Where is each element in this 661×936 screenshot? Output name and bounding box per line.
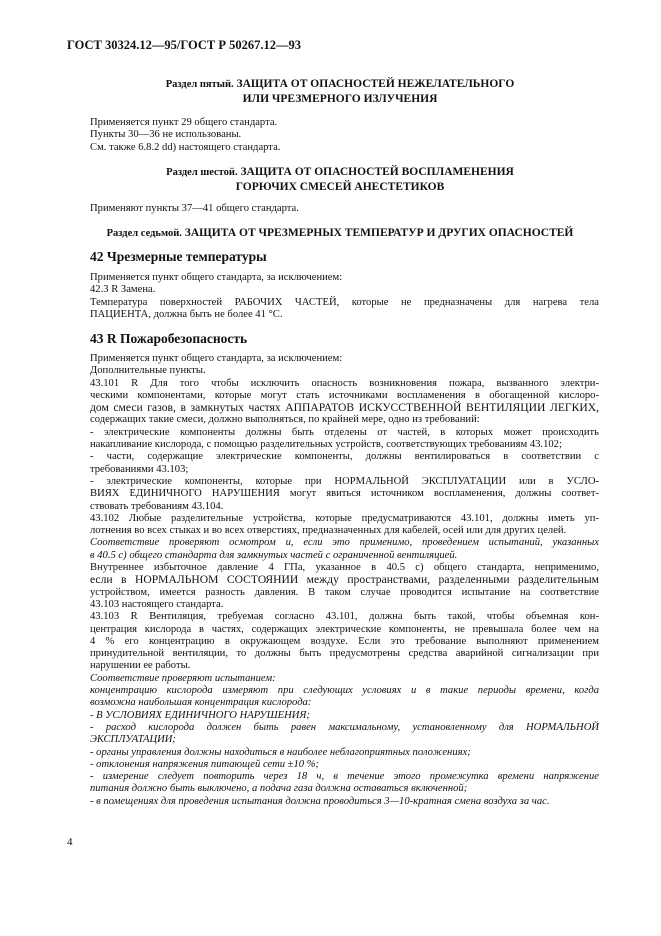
section-title-line-2: ГОРЮЧИХ СМЕСЕЙ АНЕСТЕТИКОВ — [235, 181, 445, 193]
text-line: - расход кислорода должен быть равен максимальному, установленному для НОРМАЛЬНОЙ — [90, 721, 599, 733]
section-title: ЗАЩИТА ОТ ЧРЕЗМЕРНЫХ ТЕМПЕРАТУР И ДРУГИХ ОПАСНОСТЕЙ — [184, 227, 574, 239]
text-line: 43.102 Любые разделительные устройства, которые предусматриваются 43.101, должны иметь уп- — [90, 512, 599, 524]
text-line: содержащих такие смеси, должно выполняться, по крайней мере, одно из требований: — [90, 414, 480, 426]
section-label: Раздел пятый. — [165, 79, 234, 90]
text-line: 43.101 R Для того чтобы исключить опасность возникновения пожара, вызванного электри- — [90, 377, 599, 389]
page-number: 4 — [67, 836, 73, 848]
text-line: Применяется пункт 29 общего стандарта. — [90, 117, 278, 128]
text-line: Применяется пункт общего стандарта, за исключением: — [90, 353, 343, 364]
text-line: ПАЦИЕНТА, должна быть не более 41 °С. — [90, 308, 283, 320]
text-line: - органы управления должны находиться в наиболее неблагоприятных положениях; — [90, 746, 471, 758]
section-5-body — [90, 117, 599, 154]
text-line: дом смеси газов, в замкнутых частях АППАРАТОВ ИСКУССТВЕННОЙ ВЕНТИЛЯЦИИ ЛЕГКИХ, — [90, 401, 599, 415]
clause-43-body — [90, 353, 599, 808]
section-title: ЗАЩИТА ОТ ОПАСНОСТЕЙ ВОСПЛАМЕНЕНИЯ — [240, 166, 514, 178]
text-line: Пункты 30—36 не использованы. — [90, 129, 242, 141]
clause-42-heading: 42 Чрезмерные температуры — [90, 249, 267, 264]
section-7-heading — [70, 226, 610, 241]
text-line: ческими компонентами, которые могут стать источниками воспламенения в обогащенной кислоро- — [90, 389, 599, 401]
text-line: если в НОРМАЛЬНОМ СОСТОЯНИИ между пространствами, разделенными разделительным — [90, 573, 599, 587]
text-line: принудительной вентиляции, то должны быть предусмотрены средства аварийной сигнализации при — [90, 648, 599, 660]
section-label: Раздел седьмой. — [106, 228, 182, 239]
section-5-heading — [80, 77, 600, 107]
text-line: Соответствие проверяют испытанием: — [90, 672, 276, 684]
text-line: - отклонения напряжения питающей сети ±10 %; — [90, 758, 320, 770]
text-line: Внутреннее избыточное давление 4 ГПа, указанное в 40.5 с) общего стандарта, неприменимо, — [90, 562, 599, 574]
text-line: См. также 6.8.2 dd) настоящего стандарта. — [90, 141, 281, 153]
text-line: Применяется пункт общего стандарта, за исключением: — [90, 272, 343, 283]
text-line: возможна наибольшая концентрация кислорода: — [90, 697, 312, 709]
text-line: Дополнительные пункты. — [90, 365, 206, 377]
text-line: ЭКСПЛУАТАЦИИ; — [90, 734, 176, 746]
clause-43-heading: 43 R Пожаробезопасность — [90, 331, 248, 346]
text-line: - измерение следует повторить через 18 ч, в течение этого промежутка времени напряжение — [90, 771, 599, 783]
text-line: в 40.5 с) общего стандарта для замкнутых частей с ограниченной вентиляцией. — [90, 549, 458, 561]
section-6-heading — [80, 165, 600, 195]
text-line: питания должно быть выключено, а подача газа должна оставаться включенной; — [90, 783, 468, 795]
text-line: 42.3 R Замена. — [90, 284, 156, 296]
text-line: требованиями 43.103; — [90, 463, 189, 475]
text-line: нарушении ее работы. — [90, 660, 191, 672]
text-line: накапливание кислорода, с помощью разделительных устройств, соответствующих требованиям 43.102; — [90, 439, 562, 451]
section-label: Раздел шестой. — [166, 167, 238, 178]
text-line: - в помещениях для проведения испытания должна проводиться 3—10-кратная смена воздуха за час. — [90, 795, 550, 807]
text-line: 43.103 настоящего стандарта. — [90, 598, 224, 610]
section-title: ЗАЩИТА ОТ ОПАСНОСТЕЙ НЕЖЕЛАТЕЛЬНОГО — [236, 78, 515, 90]
text-line: Соответствие проверяют осмотром и, если это применимо, проведением испытаний, указанных — [90, 537, 599, 549]
text-line: устройством, имеется разность давления. В таком случае проводится испытание на соответствие — [90, 586, 599, 598]
text-line: - электрические компоненты должны быть отделены от частей, в которых может происходить — [90, 426, 599, 438]
text-line: Температура поверхностей РАБОЧИХ ЧАСТЕЙ, которые не предназначены для нагрева тела — [90, 296, 599, 308]
text-line: ВИЯХ ЕДИНИЧНОГО НАРУШЕНИЯ могут явиться источником воспламенения, должны соответ- — [90, 488, 599, 500]
document-header: ГОСТ 30324.12—95/ГОСТ Р 50267.12—93 — [67, 38, 301, 52]
clause-42-body — [90, 272, 599, 321]
section-title-line-2: ИЛИ ЧРЕЗМЕРНОГО ИЗЛУЧЕНИЯ — [242, 93, 438, 105]
text-line: ствовать требованиям 43.104. — [90, 500, 224, 512]
text-line: 43.103 R Вентиляция, требуемая согласно 43.101, должна быть такой, чтобы объемная кон- — [90, 611, 599, 623]
text-line: концентрацию кислорода измеряют при следующих условиях и в такие периоды времени, когда — [90, 685, 599, 697]
section-6-body — [90, 203, 599, 215]
text-line: - части, содержащие электрические компоненты, должны вентилироваться в соответствии с — [90, 451, 599, 463]
text-line: Применяют пункты 37—41 общего стандарта. — [90, 203, 299, 214]
text-line: - электрические компоненты, которые при НОРМАЛЬНОЙ ЭКСПЛУАТАЦИИ или в УСЛО- — [90, 475, 599, 487]
text-line: лотнения во всех стыках и во всех отверстиях, предназначенных для кабелей, осей или для других целей. — [90, 525, 567, 537]
text-line: 4 % его концентрацию в окружающем воздухе. Если это требование выполняют применением — [90, 635, 599, 647]
text-line: - В УСЛОВИЯХ ЕДИНИЧНОГО НАРУШЕНИЯ; — [90, 709, 310, 721]
text-line: центрация кислорода в частях, содержащих электрические компоненты, не превышала более чем на — [90, 623, 599, 635]
